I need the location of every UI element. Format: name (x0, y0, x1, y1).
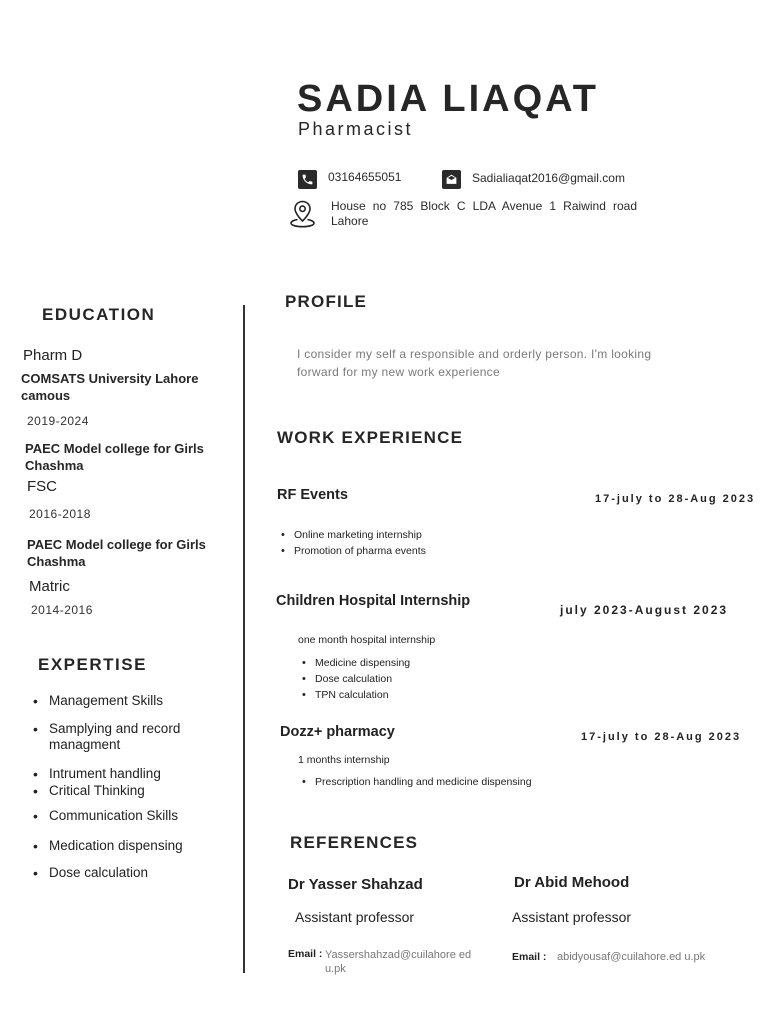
job-bullets-dozz-pharmacy (298, 774, 532, 790)
institution-comsats: COMSATS University Lahore camous (21, 371, 199, 403)
list-item: • Promotion of pharma events (277, 543, 426, 559)
institution-paec-fsc: PAEC Model college for Girls Chashma (25, 441, 204, 473)
job-date-rf-events: 17-july to 28-Aug 2023 (595, 493, 756, 505)
candidate-name: SADIA LIAQAT (297, 78, 599, 120)
job-date-dozz-pharmacy: 17-july to 28-Aug 2023 (581, 731, 742, 743)
list-item: • Communication Skills (30, 808, 240, 824)
mail-icon (442, 170, 461, 189)
phone-number: 03164655051 (328, 170, 402, 184)
degree-matric: Matric (29, 578, 70, 595)
reference-role-1: Assistant professor (295, 909, 415, 925)
list-item: • Intrument handling (30, 766, 240, 782)
job-bullets-rf-events (277, 527, 426, 559)
degree-fsc: FSC (27, 478, 57, 495)
references-heading: REFERENCES (290, 833, 419, 852)
list-item: • Management Skills (30, 693, 240, 709)
years-pharmd: 2019-2024 (27, 414, 89, 428)
home-address: House no 785 Block C LDA Avenue 1 Raiwind road Lahore (331, 199, 637, 228)
reference-email-1: Yassershahzad@cuilahore edu.pk (325, 949, 472, 975)
job-note-children-hospital: one month hospital internship (298, 634, 436, 646)
location-pin-icon (289, 199, 316, 229)
years-fsc: 2016-2018 (29, 507, 91, 521)
profile-heading: PROFILE (285, 292, 368, 311)
expertise-heading: EXPERTISE (38, 655, 147, 674)
column-divider (243, 305, 245, 973)
list-item: • Dose calculation (298, 671, 410, 687)
job-date-children-hospital: july 2023-August 2023 (560, 603, 729, 617)
reference-email-label-2: Email : (512, 951, 547, 963)
job-note-dozz-pharmacy: 1 months internship (298, 754, 390, 766)
degree-pharmd: Pharm D (23, 347, 83, 364)
list-item: • Medication dispensing (30, 838, 240, 854)
reference-email-label-1: Email : (288, 948, 323, 960)
work-experience-heading: WORK EXPERIENCE (277, 428, 464, 447)
list-item: • Critical Thinking (30, 783, 240, 799)
reference-name-2: Dr Abid Mehood (514, 874, 630, 891)
profile-text: I consider my self a responsible and orderly person. I'm looking forward for my new work experience (297, 347, 652, 379)
list-item: • Online marketing internship (277, 527, 426, 543)
education-heading: EDUCATION (42, 305, 156, 324)
institution-paec-matric: PAEC Model college for Girls Chashma (27, 537, 206, 569)
job-bullets-children-hospital (298, 655, 410, 703)
reference-email-2: abidyousaf@cuilahore.ed u.pk (557, 951, 706, 963)
list-item: • TPN calculation (298, 687, 410, 703)
list-item: • Medicine dispensing (298, 655, 410, 671)
list-item: • Prescription handling and medicine dispensing (298, 774, 532, 790)
phone-icon (298, 170, 317, 189)
email-address: Sadialiaqat2016@gmail.com (472, 171, 625, 185)
list-item: • Dose calculation (30, 865, 240, 881)
job-title-rf-events: RF Events (277, 487, 348, 503)
candidate-role: Pharmacist (298, 119, 414, 139)
reference-name-1: Dr Yasser Shahzad (288, 876, 423, 893)
job-title-dozz-pharmacy: Dozz+ pharmacy (280, 724, 395, 740)
reference-role-2: Assistant professor (512, 909, 632, 925)
job-title-children-hospital: Children Hospital Internship (276, 593, 471, 609)
list-item: • Samplying and record managment (30, 721, 220, 753)
years-matric: 2014-2016 (31, 603, 93, 617)
